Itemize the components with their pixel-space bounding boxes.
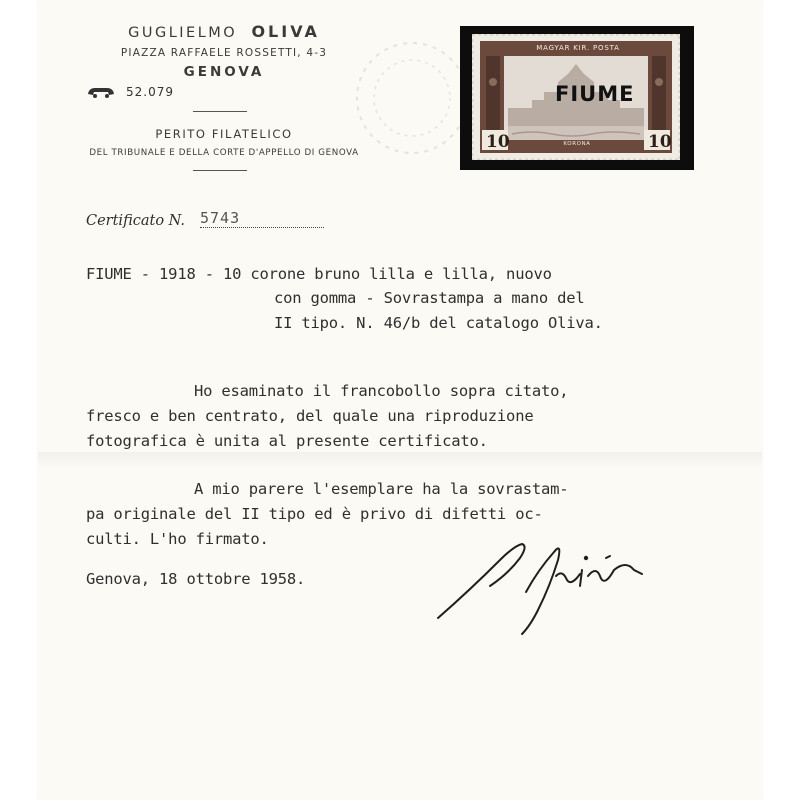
stamp-denomination: KORONA xyxy=(563,141,591,147)
stamp-value-right: 10 xyxy=(648,132,672,152)
body-paragraph-2-line-3: culti. L'ho firmato. xyxy=(86,530,269,548)
embossed-seal-mark xyxy=(352,38,472,158)
letterhead-first-name: GUGLIELMO xyxy=(128,25,238,41)
letterhead-title: PERITO FILATELICO xyxy=(155,127,293,141)
certificate-number-value: 5743 xyxy=(200,209,241,227)
letterhead-phone xyxy=(86,85,174,99)
stamp-value-left: 10 xyxy=(486,132,510,152)
phone-number: 52.079 xyxy=(126,85,174,99)
stamp-overprint: FIUME xyxy=(555,82,635,106)
description-line-2: con gomma - Sovrastampa a mano del xyxy=(274,289,585,307)
handwritten-signature xyxy=(430,530,670,640)
description-line-1: FIUME - 1918 - 10 corone bruno lilla e lilla, nuovo xyxy=(86,265,552,283)
description-line-3: II tipo. N. 46/b del catalogo Oliva. xyxy=(274,314,603,332)
body-paragraph-2-line-1: A mio parere l'esemplare ha la sovrastam- xyxy=(194,480,569,498)
body-paragraph-1-line-2: fresco e ben centrato, del quale una riproduzione xyxy=(86,407,534,425)
fold-band xyxy=(38,452,762,466)
letterhead-last-name: OLIVA xyxy=(251,22,320,41)
letterhead-subtitle: DEL TRIBUNALE E DELLA CORTE D'APPELLO DI GENOVA xyxy=(89,148,359,158)
certificate-number xyxy=(200,209,324,228)
certificate-label: Certificato N. xyxy=(86,213,186,229)
body-paragraph-1-line-3: fotografica è unita al presente certificato. xyxy=(86,432,488,450)
telephone-icon xyxy=(86,85,116,99)
letterhead-rule-bottom xyxy=(193,170,247,171)
body-paragraph-2-line-2: pa originale del II tipo ed è privo di difetti oc- xyxy=(86,505,543,523)
closing-place-date: Genova, 18 ottobre 1958. xyxy=(86,570,306,588)
letterhead-city: GENOVA xyxy=(183,64,265,80)
stamp-header: MAGYAR KIR. POSTA xyxy=(536,44,620,52)
letterhead-rule-top xyxy=(193,111,247,112)
letterhead-address: PIAZZA RAFFAELE ROSSETTI, 4-3 xyxy=(120,47,328,59)
body-paragraph-1-line-1: Ho esaminato il francobollo sopra citato, xyxy=(194,382,569,400)
